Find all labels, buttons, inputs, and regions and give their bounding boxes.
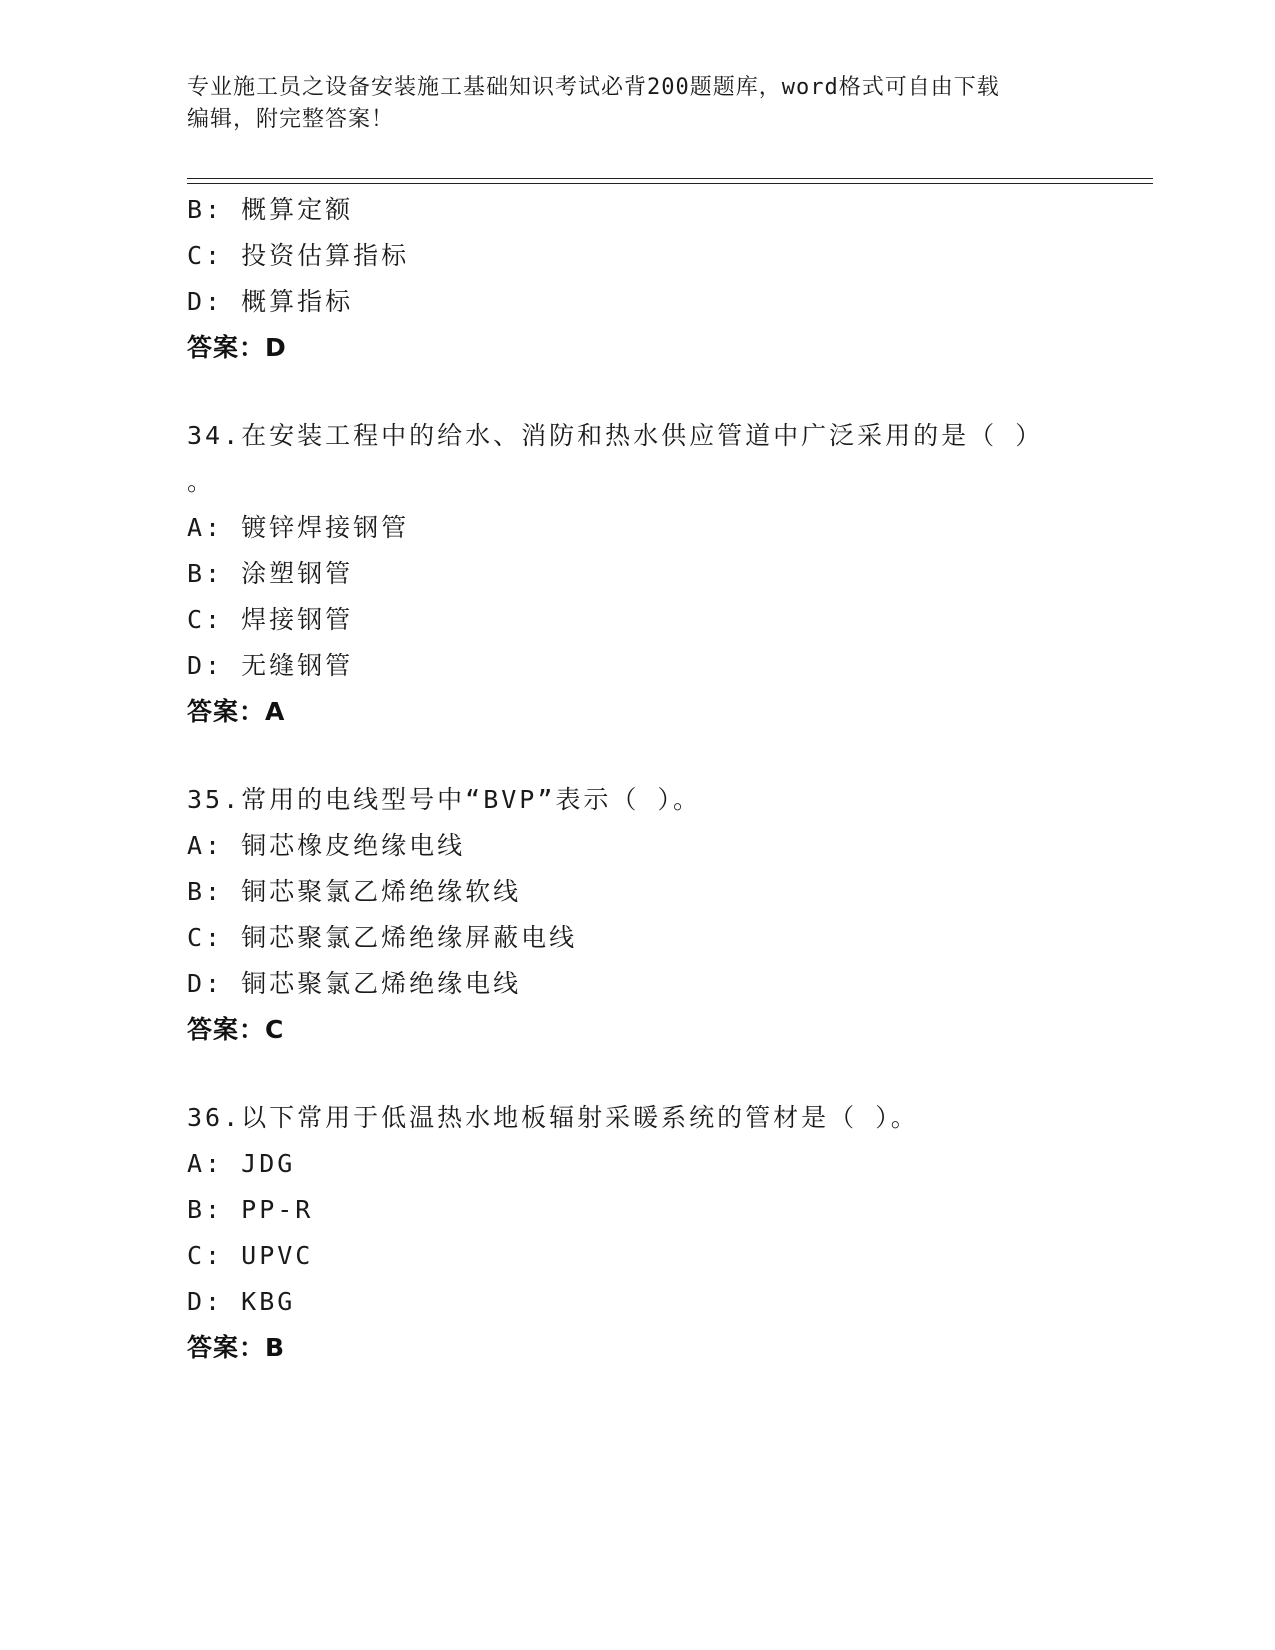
question-text-line-2: 。: [187, 467, 216, 496]
answer-line: 答案：C: [187, 1015, 285, 1044]
question-spacer: [187, 371, 1087, 413]
option-a: A: JDG: [187, 1149, 296, 1178]
answer-line: 答案：D: [187, 333, 287, 362]
question-spacer: [187, 735, 1087, 777]
option-c: C: 投资估算指标: [187, 241, 410, 270]
question-34: [187, 413, 1087, 735]
option-d: D: 铜芯聚氯乙烯绝缘电线: [187, 969, 522, 998]
question-text: 35.常用的电线型号中“BVP”表示（ ）。: [187, 785, 701, 814]
header-line-2: 编辑，附完整答案！: [187, 107, 395, 132]
header-divider-top: [187, 178, 1153, 179]
option-c: C: 焊接钢管: [187, 605, 354, 634]
option-b: B: 铜芯聚氯乙烯绝缘软线: [187, 877, 522, 906]
header-line-1: 专业施工员之设备安装施工基础知识考试必背200题题库，word格式可自由下载: [187, 75, 1000, 100]
question-36: [187, 1095, 1087, 1371]
option-a: A: 镀锌焊接钢管: [187, 513, 410, 542]
option-a: A: 铜芯橡皮绝缘电线: [187, 831, 466, 860]
option-d: D: KBG: [187, 1287, 296, 1316]
question-content: [187, 187, 1087, 1371]
question-35: [187, 777, 1087, 1053]
option-b: B: 涂塑钢管: [187, 559, 354, 588]
answer-line: 答案：B: [187, 1333, 286, 1362]
question-text: 36.以下常用于低温热水地板辐射采暖系统的管材是（ ）。: [187, 1103, 919, 1132]
header-divider-bottom: [187, 183, 1153, 184]
option-d: D: 概算指标: [187, 287, 354, 316]
option-d: D: 无缝钢管: [187, 651, 354, 680]
document-header: [187, 72, 1067, 136]
option-c: C: 铜芯聚氯乙烯绝缘屏蔽电线: [187, 923, 578, 952]
option-c: C: UPVC: [187, 1241, 314, 1270]
answer-line: 答案：A: [187, 697, 286, 726]
question-spacer: [187, 1053, 1087, 1095]
question-33-continued: [187, 187, 1087, 371]
option-b: B: PP-R: [187, 1195, 314, 1224]
option-b: B: 概算定额: [187, 195, 354, 224]
question-text-line-1: 34.在安装工程中的给水、消防和热水供应管道中广泛采用的是（ ）: [187, 421, 1044, 450]
